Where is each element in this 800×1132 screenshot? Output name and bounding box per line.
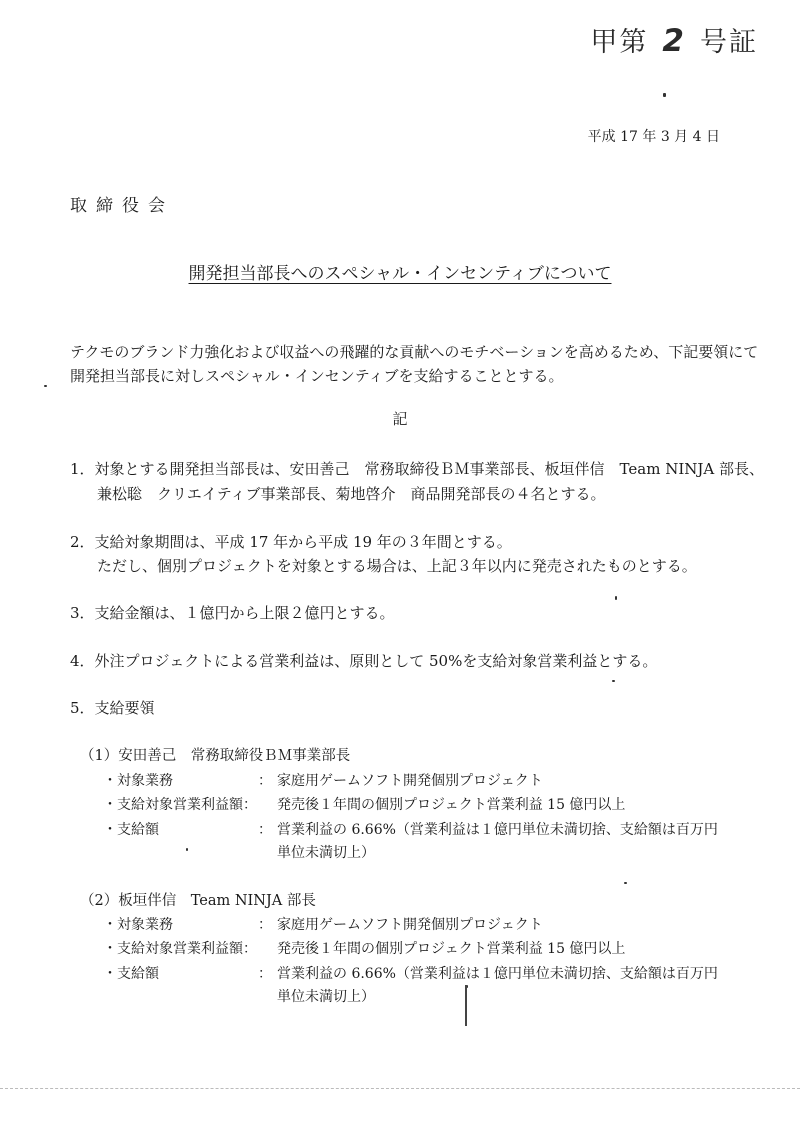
item-text: 支給対象期間は、平成 17 年から平成 19 年の３年間とする。 <box>94 533 512 551</box>
exhibit-prefix: 甲第 <box>590 27 649 58</box>
section-1-label-business: ・対象業務 <box>103 773 173 789</box>
section-2-label-profit: ・支給対象営業利益額： <box>103 941 257 957</box>
section-1-value-business: 家庭用ゲームソフト開発個別プロジェクト <box>277 773 543 789</box>
item-1 <box>70 462 764 477</box>
section-1-label-profit: ・支給対象営業利益額： <box>103 797 257 813</box>
section-1-colon-business: ： <box>258 773 272 789</box>
exhibit-number: 2 <box>662 23 686 59</box>
section-2-colon-amount: ： <box>258 966 272 982</box>
item-4 <box>70 654 657 669</box>
scan-edge-line <box>0 1088 800 1089</box>
item-number: 2． <box>70 533 95 551</box>
item-number: 5． <box>70 699 95 717</box>
exhibit-label <box>590 23 758 59</box>
section-2-header: （2）板垣伴信 Team NINJA 部長 <box>80 893 316 909</box>
addressee: 取締役会 <box>70 196 174 216</box>
section-2-label-amount: ・支給額 <box>103 966 159 982</box>
scan-speck <box>615 596 617 600</box>
item-2 <box>70 535 512 550</box>
section-2-value-amount-cont: 単位未満切上） <box>277 989 375 1005</box>
section-1-label-amount: ・支給額 <box>103 822 159 838</box>
ki-heading: 記 <box>392 410 408 428</box>
section-1-colon-amount: ： <box>258 822 272 838</box>
item-text: 対象とする開発担当部長は、安田善己 常務取締役ＢＭ事業部長、板垣伴信 Team NINJA 部長、 <box>94 460 764 478</box>
scan-speck <box>612 680 615 682</box>
section-1-value-amount-cont: 単位未満切上） <box>277 845 375 861</box>
item-text: 外注プロジェクトによる営業利益は、原則として 50%を支給対象営業利益とする。 <box>94 652 658 670</box>
item-5 <box>70 701 155 716</box>
section-2-value-amount: 営業利益の 6.66%（営業利益は１億円単位未満切捨、支給額は百万円 <box>277 966 718 982</box>
item-text: 支給要領 <box>94 699 155 717</box>
item-number: 3． <box>70 604 95 622</box>
scan-speck <box>186 848 188 851</box>
section-1-value-amount: 営業利益の 6.66%（営業利益は１億円単位未満切捨、支給額は百万円 <box>277 822 718 838</box>
item-3 <box>70 606 395 621</box>
item-text: 支給金額は、１億円から上限２億円とする。 <box>94 604 395 622</box>
scan-speck <box>663 93 666 97</box>
item-2-continuation: ただし、個別プロジェクトを対象とする場合は、上記３年以内に発売されたものとする。 <box>97 557 697 575</box>
item-number: 4． <box>70 652 95 670</box>
section-2-value-profit: 発売後１年間の個別プロジェクト営業利益 15 億円以上 <box>277 941 626 957</box>
scan-speck <box>44 385 47 387</box>
exhibit-suffix: 号証 <box>700 27 758 58</box>
document-date: 平成 17 年 3 月 4 日 <box>587 129 720 145</box>
section-2-label-business: ・対象業務 <box>103 917 173 933</box>
intro-line-1: テクモのブランド力強化および収益への飛躍的な貢献へのモチベーションを高めるため、下記要領にて <box>70 343 759 361</box>
scan-speck <box>624 882 627 884</box>
intro-line-2: 開発担当部長に対しスペシャル・インセンティブを支給することとする。 <box>70 367 564 385</box>
item-1-continuation: 兼松聡 クリエイティブ事業部長、菊地啓介 商品開発部長の４名とする。 <box>97 485 606 503</box>
document-title: 開発担当部長へのスペシャル・インセンティブについて <box>188 264 612 284</box>
section-1-value-profit: 発売後１年間の個別プロジェクト営業利益 15 億円以上 <box>277 797 626 813</box>
scan-mark-line <box>465 985 467 1026</box>
section-2-colon-business: ： <box>258 917 272 933</box>
section-2-value-business: 家庭用ゲームソフト開発個別プロジェクト <box>277 917 543 933</box>
section-1-header: （1）安田善己 常務取締役ＢＭ事業部長 <box>80 748 351 764</box>
item-number: 1． <box>70 460 95 478</box>
